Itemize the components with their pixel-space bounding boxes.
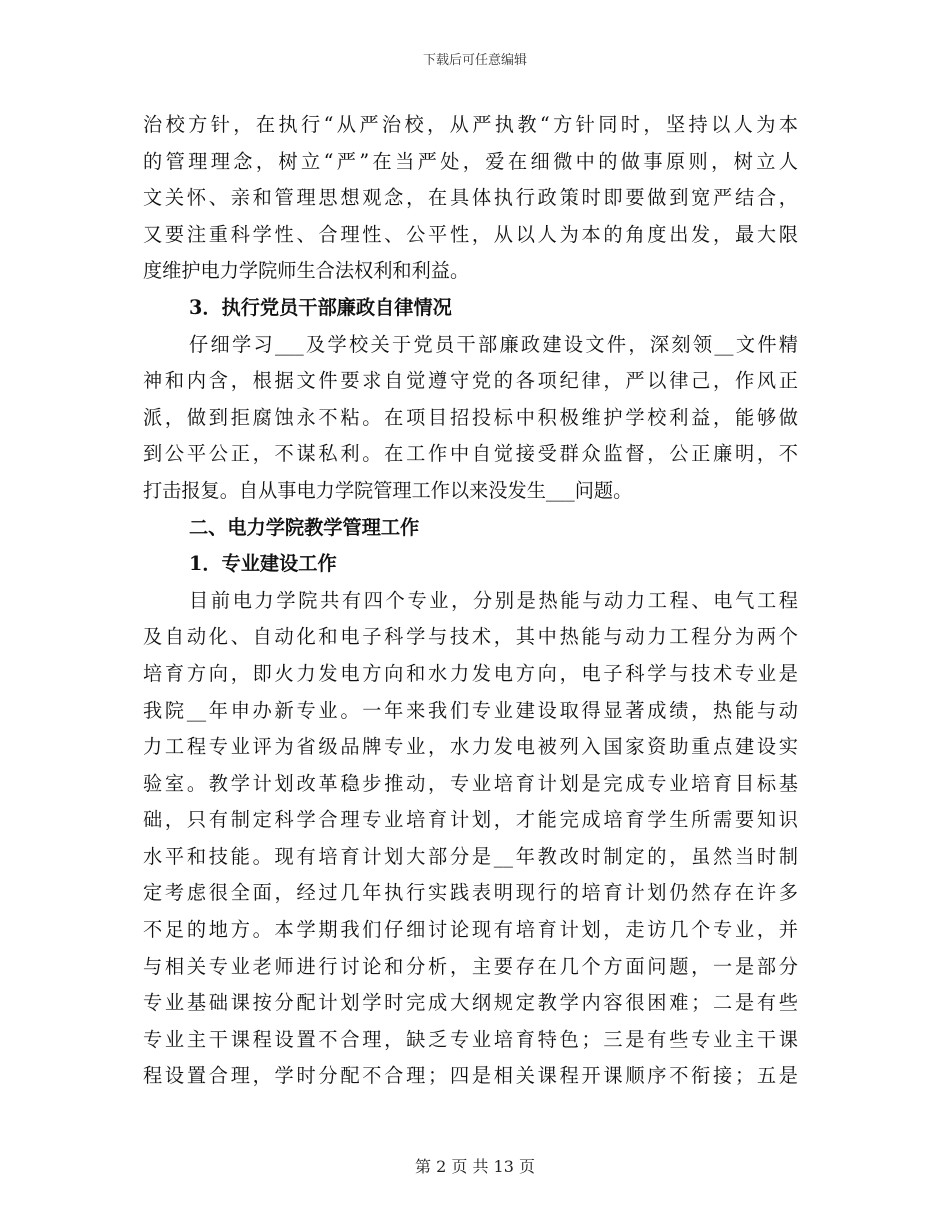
text-line: 不足的地方。本学期我们仔细讨论现有培育计划，走访几个专业，并 xyxy=(143,918,798,942)
text-line: 我院__年申办新专业。一年来我们专业建设取得显著成绩，热能与动 xyxy=(143,698,798,722)
text-line: 文关怀、亲和管理思想观念，在具体执行政策时即要做到宽严结合， xyxy=(143,186,798,210)
text-line: 打击报复。自从事电力学院管理工作以来没发生___问题。 xyxy=(143,478,633,502)
text-line: 度维护电力学院师生合法权利和利益。 xyxy=(143,259,470,283)
section-heading: 二、电力学院教学管理工作 xyxy=(189,515,420,539)
text-line: 派，做到拒腐蚀永不粘。在项目招投标中积极维护学校利益，能够做 xyxy=(143,405,798,429)
text-line: 又要注重科学性、合理性、公平性，从以人为本的角度出发，最大限 xyxy=(143,222,798,246)
text-line: 定考虑很全面，经过几年执行实践表明现行的培育计划仍然存在许多 xyxy=(143,881,798,905)
section-heading: 3．执行党员干部廉政自律情况 xyxy=(189,295,452,319)
text-line: 培育方向，即火力发电方向和水力发电方向，电子科学与技术专业是 xyxy=(143,661,798,685)
text-line: 力工程专业评为省级品牌专业，水力发电被列入国家资助重点建设实 xyxy=(143,735,798,759)
text-line: 的管理理念，树立“严”在当严处，爱在细微中的做事原则，树立人 xyxy=(143,149,798,173)
text-line: 水平和技能。现有培育计划大部分是__年教改时制定的，虽然当时制 xyxy=(143,844,798,868)
text-line: 到公平公正，不谋私利。在工作中自觉接受群众监督，公正廉明，不 xyxy=(143,442,798,466)
text-line: 目前电力学院共有四个专业，分别是热能与动力工程、电气工程 xyxy=(189,588,798,612)
text-line: 程设置合理，学时分配不合理；四是相关课程开课顺序不衔接；五是 xyxy=(143,1064,798,1088)
page-footer: 第 2 页 共 13 页 xyxy=(415,1157,535,1176)
text-line: 及自动化、自动化和电子科学与技术，其中热能与动力工程分为两个 xyxy=(143,625,798,649)
subsection-heading: 1．专业建设工作 xyxy=(189,552,337,576)
text-line: 神和内含，根据文件要求自觉遵守党的各项纪律，严以律己，作风正 xyxy=(143,369,798,393)
text-line: 仔细学习___及学校关于党员干部廉政建设文件，深刻领__文件精 xyxy=(189,332,798,356)
text-line: 与相关专业老师进行讨论和分析，主要存在几个方面问题，一是部分 xyxy=(143,954,798,978)
text-line: 础，只有制定科学合理专业培育计划，才能完成培育学生所需要知识 xyxy=(143,808,798,832)
document-body xyxy=(143,107,798,1095)
text-line: 专业基础课按分配计划学时完成大纲规定教学内容很困难；二是有些 xyxy=(143,991,798,1015)
text-line: 治校方针，在执行“从严治校，从严执教“方针同时，坚持以人为本 xyxy=(143,113,798,136)
page-header: 下载后可任意编辑 xyxy=(422,53,527,68)
text-line: 专业主干课程设置不合理，缺乏专业培育特色；三是有些专业主干课 xyxy=(143,1027,798,1051)
text-line: 验室。教学计划改革稳步推动，专业培育计划是完成专业培育目标基 xyxy=(143,771,798,795)
